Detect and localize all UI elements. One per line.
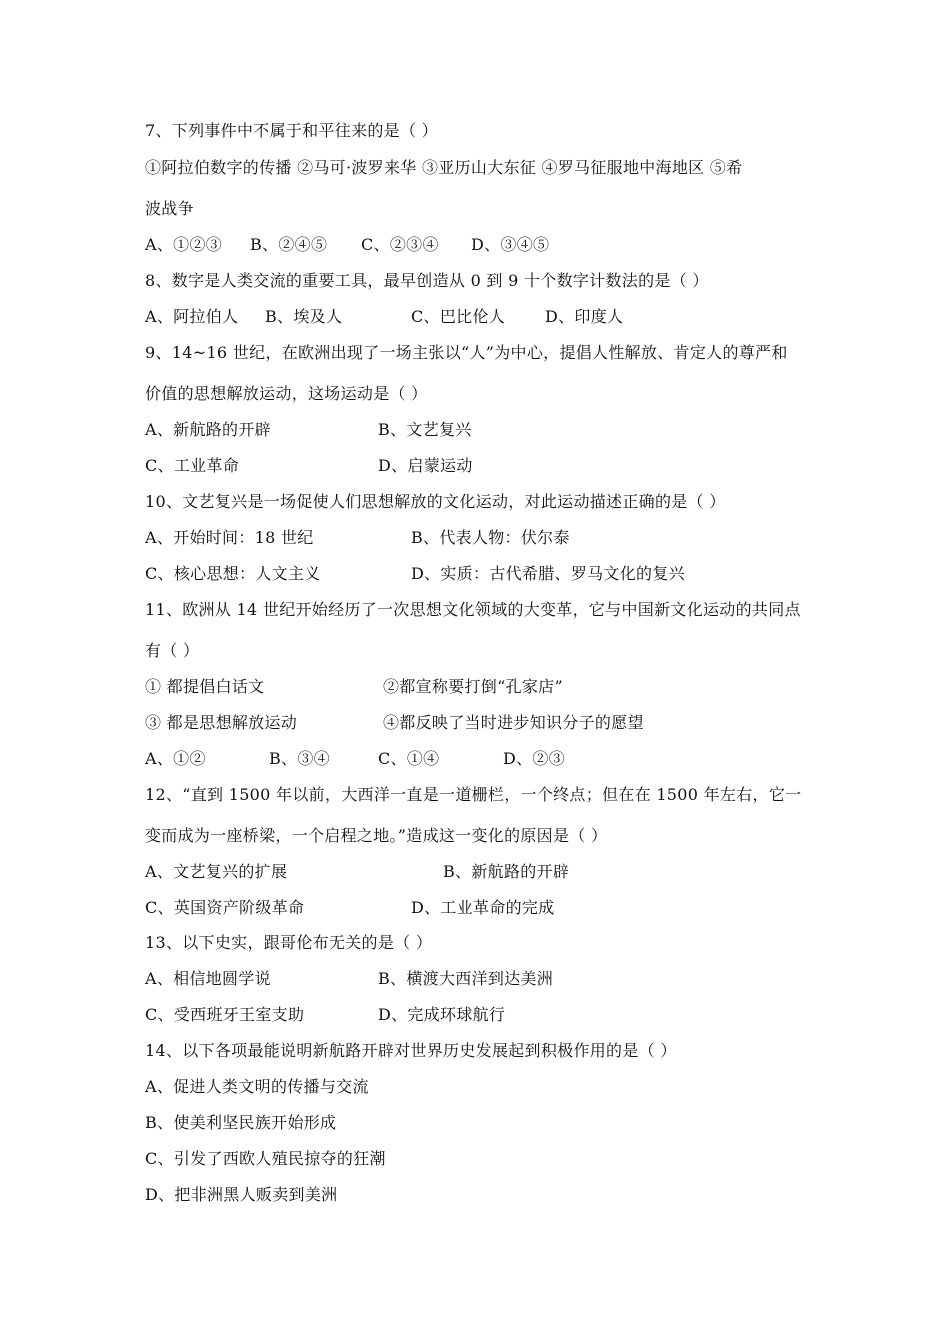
question-9-option-a: A、新航路的开辟: [145, 420, 271, 439]
question-12-option-b: B、新航路的开辟: [443, 862, 570, 881]
question-11-option-c: C、①④: [378, 749, 440, 768]
question-10-options-cd: [145, 564, 845, 584]
question-11-option-d: D、②③: [503, 749, 566, 768]
question-8-options: [145, 307, 845, 327]
question-10-option-c: C、核心思想：人文主义: [145, 564, 321, 583]
question-11-items-34: [145, 713, 845, 733]
question-7-stem: 7、下列事件中不属于和平往来的是（ ）: [145, 121, 438, 140]
question-7-option-a: A、①②③: [145, 235, 223, 254]
question-12-stem-line2: 变而成为一座桥梁，一个启程之地。”造成这一变化的原因是（ ）: [145, 826, 608, 845]
question-9-option-b: B、文艺复兴: [378, 420, 472, 439]
question-11-items-12: [145, 677, 845, 697]
question-7-items-line2: 波战争: [145, 199, 194, 218]
question-9-options-cd: [145, 456, 845, 476]
question-10-options-ab: [145, 528, 845, 548]
question-9-stem-line1: 9、14~16 世纪，在欧洲出现了一场主张以“人”为中心，提倡人性解放、肯定人的尊严和: [145, 343, 788, 362]
question-9-option-d: D、启蒙运动: [378, 456, 473, 475]
question-9-options-ab: [145, 420, 845, 440]
question-10-option-b: B、代表人物：伏尔泰: [411, 528, 570, 547]
question-9-option-c: C、工业革命: [145, 456, 240, 475]
question-8-option-a: A、阿拉伯人: [145, 307, 239, 326]
question-8-option-d: D、印度人: [545, 307, 624, 326]
question-14-option-c: C、引发了西欧人殖民掠夺的狂潮: [145, 1149, 386, 1168]
question-11-item-3: ③ 都是思想解放运动: [145, 713, 298, 732]
question-11-item-1: ① 都提倡白话文: [145, 677, 265, 696]
question-12-options-cd: [145, 898, 845, 918]
question-13-option-d: D、完成环球航行: [378, 1005, 506, 1024]
question-12-option-c: C、英国资产阶级革命: [145, 898, 305, 917]
question-7-options: [145, 235, 845, 255]
question-7-items-line1: ①阿拉伯数字的传播 ②马可·波罗来华 ③亚历山大东征 ④罗马征服地中海地区 ⑤希: [145, 158, 743, 177]
question-10-option-a: A、开始时间：18 世纪: [145, 528, 314, 547]
question-10-stem: 10、文艺复兴是一场促使人们思想解放的文化运动，对此运动描述正确的是（ ）: [145, 492, 726, 511]
question-12-option-d: D、工业革命的完成: [411, 898, 555, 917]
question-11-stem-line2: 有（ ）: [145, 641, 200, 660]
question-14-option-d: D、把非洲黑人贩卖到美洲: [145, 1185, 338, 1204]
question-7-option-c: C、②③④: [361, 235, 439, 254]
question-12-option-a: A、文艺复兴的扩展: [145, 862, 288, 881]
question-12-stem-line1: 12、“直到 1500 年以前，大西洋一直是一道栅栏，一个终点；但在在 1500 年左右，它一: [145, 785, 802, 804]
question-13-options-ab: [145, 969, 845, 989]
question-8-stem: 8、数字是人类交流的重要工具，最早创造从 0 到 9 十个数字计数法的是（ ）: [145, 271, 709, 290]
question-9-stem-line2: 价值的思想解放运动，这场运动是（ ）: [145, 384, 428, 403]
question-13-stem: 13、以下史实，跟哥伦布无关的是（ ）: [145, 933, 433, 952]
question-12-options-ab: [145, 862, 845, 882]
question-11-stem-line1: 11、欧洲从 14 世纪开始经历了一次思想文化领域的大变革，它与中国新文化运动的共同点: [145, 600, 801, 619]
question-8-option-b: B、埃及人: [265, 307, 343, 326]
question-13-option-b: B、横渡大西洋到达美洲: [378, 969, 554, 988]
question-14-option-b: B、使美利坚民族开始形成: [145, 1113, 337, 1132]
question-11-option-a: A、①②: [145, 749, 206, 768]
question-11-item-2: ②都宣称要打倒“孔家店”: [383, 677, 563, 696]
question-14-option-a: A、促进人类文明的传播与交流: [145, 1077, 369, 1096]
question-13-options-cd: [145, 1005, 845, 1025]
question-8-option-c: C、巴比伦人: [411, 307, 506, 326]
question-11-item-4: ④都反映了当时进步知识分子的愿望: [383, 713, 644, 732]
question-10-option-d: D、实质：古代希腊、罗马文化的复兴: [411, 564, 685, 583]
question-13-option-a: A、相信地圆学说: [145, 969, 271, 988]
question-7-option-d: D、③④⑤: [471, 235, 550, 254]
question-11-options: [145, 749, 845, 769]
question-11-option-b: B、③④: [269, 749, 330, 768]
question-13-option-c: C、受西班牙王室支助: [145, 1005, 305, 1024]
question-7-option-b: B、②④⑤: [250, 235, 328, 254]
question-14-stem: 14、以下各项最能说明新航路开辟对世界历史发展起到积极作用的是（ ）: [145, 1041, 677, 1060]
